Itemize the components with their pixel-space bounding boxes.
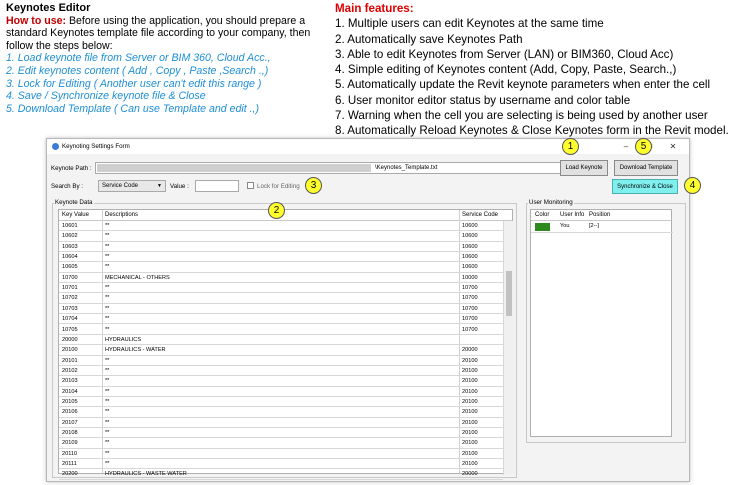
keynote-data-title: Keynote Data <box>55 199 93 206</box>
chevron-down-icon: ▼ <box>157 183 162 189</box>
cell-description[interactable]: ** <box>105 461 110 468</box>
cell-service-code[interactable]: 10700 <box>462 316 478 323</box>
cell-service-code[interactable]: 20100 <box>462 357 478 364</box>
cell-key-value[interactable]: 10701 <box>62 285 78 292</box>
cell-key-value[interactable]: 20106 <box>62 409 78 416</box>
cell-description[interactable]: MECHANICAL - OTHERS <box>105 274 170 281</box>
cell-service-code[interactable]: 10600 <box>462 264 478 271</box>
callout-4: 4 <box>684 177 701 194</box>
cell-key-value[interactable]: 20104 <box>62 388 78 395</box>
cell-service-code[interactable]: 20000 <box>462 347 478 354</box>
keynoting-settings-window <box>46 138 690 482</box>
cell-key-value[interactable]: 10604 <box>62 254 78 261</box>
how-to-intro <box>6 15 331 53</box>
table-row[interactable] <box>59 293 503 303</box>
monitor-row[interactable] <box>531 221 673 233</box>
cell-service-code[interactable]: 20100 <box>462 378 478 385</box>
load-keynote-button[interactable]: Load Keynote <box>560 160 608 176</box>
cell-description[interactable]: HYDRAULICS - WATER <box>105 347 166 354</box>
column-user-info: User Info <box>560 212 585 218</box>
table-row[interactable] <box>59 252 503 262</box>
cell-key-value[interactable]: 20101 <box>62 357 78 364</box>
cell-service-code[interactable]: 10700 <box>462 326 478 333</box>
table-row[interactable] <box>59 387 503 397</box>
feature-item: 7. Warning when the cell you are selecting is being used by another user <box>335 109 708 123</box>
callout-3: 3 <box>305 177 322 194</box>
cell-service-code[interactable]: 10600 <box>462 233 478 240</box>
how-to-use-panel <box>6 2 331 115</box>
cell-description[interactable]: ** <box>105 305 110 312</box>
table-row[interactable] <box>59 325 503 335</box>
cell-description[interactable]: ** <box>105 357 110 364</box>
cell-description[interactable]: ** <box>105 233 110 240</box>
cell-service-code[interactable]: 20100 <box>462 398 478 405</box>
cell-key-value[interactable]: 10700 <box>62 274 78 281</box>
cell-service-code[interactable]: 20100 <box>462 440 478 447</box>
callout-5: 5 <box>635 138 652 155</box>
table-row[interactable] <box>59 314 503 324</box>
cell-service-code[interactable]: 10600 <box>462 254 478 261</box>
cell-key-value[interactable]: 20108 <box>62 430 78 436</box>
cell-service-code[interactable]: 10700 <box>462 295 478 302</box>
cell-key-value[interactable]: 20107 <box>62 419 78 426</box>
feature-item: 2. Automatically save Keynotes Path <box>335 32 523 46</box>
value-input[interactable] <box>195 180 239 192</box>
monitor-grid-header <box>531 210 671 221</box>
table-row[interactable] <box>59 356 503 366</box>
cell-description[interactable]: HYDRAULICS - WASTE WATER <box>105 471 187 478</box>
cell-key-value[interactable]: 20110 <box>62 450 78 457</box>
cell-description[interactable]: ** <box>105 223 110 229</box>
feature-item: 4. Simple editing of Keynotes content (Add, Copy, Paste, Search.,) <box>335 63 677 77</box>
cell-service-code[interactable]: 20100 <box>462 388 478 395</box>
app-icon <box>52 143 59 150</box>
column-position: Position <box>589 212 611 218</box>
cell-key-value[interactable]: 10602 <box>62 233 78 240</box>
table-row[interactable] <box>59 418 503 428</box>
cell-key-value[interactable]: 20100 <box>62 347 78 354</box>
window-titlebar <box>47 139 689 154</box>
step-item: 2. Edit keynotes content ( Add , Copy , Paste ,Search .,) <box>6 64 269 77</box>
search-by-value: Service Code <box>102 183 139 189</box>
table-row[interactable] <box>59 428 503 438</box>
synchronize-close-button[interactable]: Synchronize & Close <box>612 179 678 194</box>
lock-for-editing-checkbox[interactable] <box>247 182 254 189</box>
cell-description[interactable]: ** <box>105 378 110 385</box>
cell-description[interactable]: ** <box>105 316 110 323</box>
cell-service-code[interactable]: 10600 <box>462 223 478 229</box>
cell-service-code[interactable]: 20100 <box>462 450 478 457</box>
search-by-select[interactable] <box>98 180 166 192</box>
cell-description[interactable]: ** <box>105 295 110 302</box>
cell-service-code[interactable]: 20100 <box>462 367 478 374</box>
cell-description[interactable]: ** <box>105 254 110 261</box>
cell-description[interactable]: ** <box>105 264 110 271</box>
grid-scrollbar[interactable] <box>503 221 514 475</box>
path-redacted <box>97 164 371 172</box>
table-row[interactable] <box>59 262 503 272</box>
cell-description[interactable]: ** <box>105 409 110 416</box>
window-title: Keynoting Settings Form <box>62 143 130 150</box>
keynote-data-grid[interactable] <box>58 209 513 478</box>
how-to-steps <box>6 52 331 115</box>
features-list <box>335 16 747 138</box>
cell-description[interactable]: ** <box>105 243 110 250</box>
value-label: Value : <box>170 183 189 190</box>
main-features-panel <box>335 1 747 139</box>
feature-item: 3. Able to edit Keynotes from Server (LAN) or BIM360, Cloud Acc) <box>335 47 674 61</box>
column-color: Color <box>535 212 550 218</box>
cell-description[interactable]: HYDRAULICS <box>105 336 142 343</box>
feature-item: 8. Automatically Reload Keynotes & Close Keynotes form in the Revit model. <box>335 124 729 138</box>
cell-key-value[interactable]: 20103 <box>62 378 78 385</box>
user-monitoring-title: User Monitoring <box>529 199 573 206</box>
lock-for-editing-label: Lock for Editing <box>257 183 300 190</box>
step-item: 4. Save / Synchronize keynote file & Close <box>6 90 206 103</box>
cell-key-value[interactable]: 20109 <box>62 440 78 447</box>
callout-1: 1 <box>562 138 579 155</box>
table-row[interactable] <box>59 304 503 314</box>
user-color-swatch <box>535 223 550 231</box>
grid-header <box>59 210 512 221</box>
cell-description[interactable]: ** <box>105 430 110 436</box>
cell-description[interactable]: ** <box>105 398 110 405</box>
cell-key-value[interactable]: 20102 <box>62 367 78 374</box>
close-button[interactable]: ✕ <box>669 142 677 151</box>
features-title: Main features: <box>335 2 414 15</box>
keynote-path-value: \Keynotes_Template.txt <box>375 165 438 171</box>
cell-service-code[interactable]: 10600 <box>462 243 478 250</box>
table-row[interactable] <box>59 438 503 448</box>
table-row[interactable] <box>59 345 503 355</box>
keynote-path-input[interactable] <box>95 162 570 174</box>
search-by-label: Search By : <box>51 183 83 190</box>
table-row[interactable] <box>59 221 503 231</box>
cell-description[interactable]: ** <box>105 419 110 426</box>
cell-key-value[interactable]: 20111 <box>62 461 77 468</box>
table-row[interactable] <box>59 376 503 386</box>
table-row[interactable] <box>59 273 503 283</box>
cell-description[interactable]: ** <box>105 326 110 333</box>
table-row[interactable] <box>59 397 503 407</box>
monitor-position: [2--] <box>589 223 599 229</box>
cell-description[interactable]: ** <box>105 388 110 395</box>
cell-key-value[interactable]: 20105 <box>62 398 78 405</box>
step-item: 3. Lock for Editing ( Another user can't edit this range ) <box>6 77 262 90</box>
cell-key-value[interactable]: 20200 <box>62 471 78 478</box>
table-row[interactable] <box>59 242 503 252</box>
cell-description[interactable]: ** <box>105 450 110 457</box>
table-row[interactable] <box>59 469 503 479</box>
table-row[interactable] <box>59 283 503 293</box>
editor-title: Keynotes Editor <box>6 2 91 14</box>
cell-service-code[interactable]: 20100 <box>462 430 478 436</box>
monitor-user: You <box>560 223 570 229</box>
feature-item: 1. Multiple users can edit Keynotes at the same time <box>335 17 604 31</box>
table-row[interactable] <box>59 459 503 469</box>
cell-key-value[interactable]: 10702 <box>62 295 78 302</box>
how-to-intro-text: Before using the application, you should prepare a standard Keynotes template file according to your company, then follow the steps below: <box>6 14 311 52</box>
step-item: 1. Load keynote file from Server or BIM 360, Cloud Acc., <box>6 52 271 65</box>
cell-key-value[interactable]: 10705 <box>62 326 78 333</box>
keynote-path-label: Keynote Path : <box>51 165 92 172</box>
cell-service-code[interactable]: 20100 <box>462 461 478 468</box>
table-row[interactable] <box>59 449 503 459</box>
cell-service-code[interactable]: 10700 <box>462 305 478 312</box>
scrollbar-thumb[interactable] <box>506 271 512 316</box>
minimize-button[interactable]: – <box>623 142 629 151</box>
how-to-subtitle: How to use: <box>6 14 67 27</box>
column-service-code: Service Code <box>462 212 499 218</box>
cell-service-code[interactable]: 20100 <box>462 409 478 416</box>
table-row[interactable] <box>59 407 503 417</box>
cell-key-value[interactable]: 10601 <box>62 223 78 229</box>
cell-key-value[interactable]: 20000 <box>62 336 78 343</box>
table-row[interactable] <box>59 335 503 345</box>
cell-description[interactable]: ** <box>105 440 110 447</box>
feature-item: 5. Automatically update the Revit keynote parameters when enter the cell <box>335 78 711 92</box>
cell-key-value[interactable]: 10703 <box>62 305 78 312</box>
table-row[interactable] <box>59 366 503 376</box>
step-item: 5. Download Template ( Can use Template and edit .,) <box>6 102 260 115</box>
cell-service-code[interactable]: 10700 <box>462 285 478 292</box>
cell-service-code[interactable]: 20000 <box>462 471 478 478</box>
download-template-button[interactable]: Download Template <box>614 160 678 176</box>
cell-service-code[interactable]: 10000 <box>462 274 478 281</box>
cell-description[interactable]: ** <box>105 285 110 292</box>
column-descriptions: Descriptions <box>105 212 139 218</box>
cell-description[interactable]: ** <box>105 367 110 374</box>
feature-item: 6. User monitor editor status by username and color table <box>335 93 631 107</box>
callout-2: 2 <box>268 202 285 219</box>
cell-key-value[interactable]: 10603 <box>62 243 78 250</box>
user-monitoring-grid[interactable] <box>530 209 672 437</box>
cell-service-code[interactable]: 20100 <box>462 419 478 426</box>
cell-key-value[interactable]: 10605 <box>62 264 78 271</box>
cell-key-value[interactable]: 10704 <box>62 316 78 323</box>
table-row[interactable] <box>59 231 503 241</box>
column-key-value: Key Value <box>62 212 89 218</box>
